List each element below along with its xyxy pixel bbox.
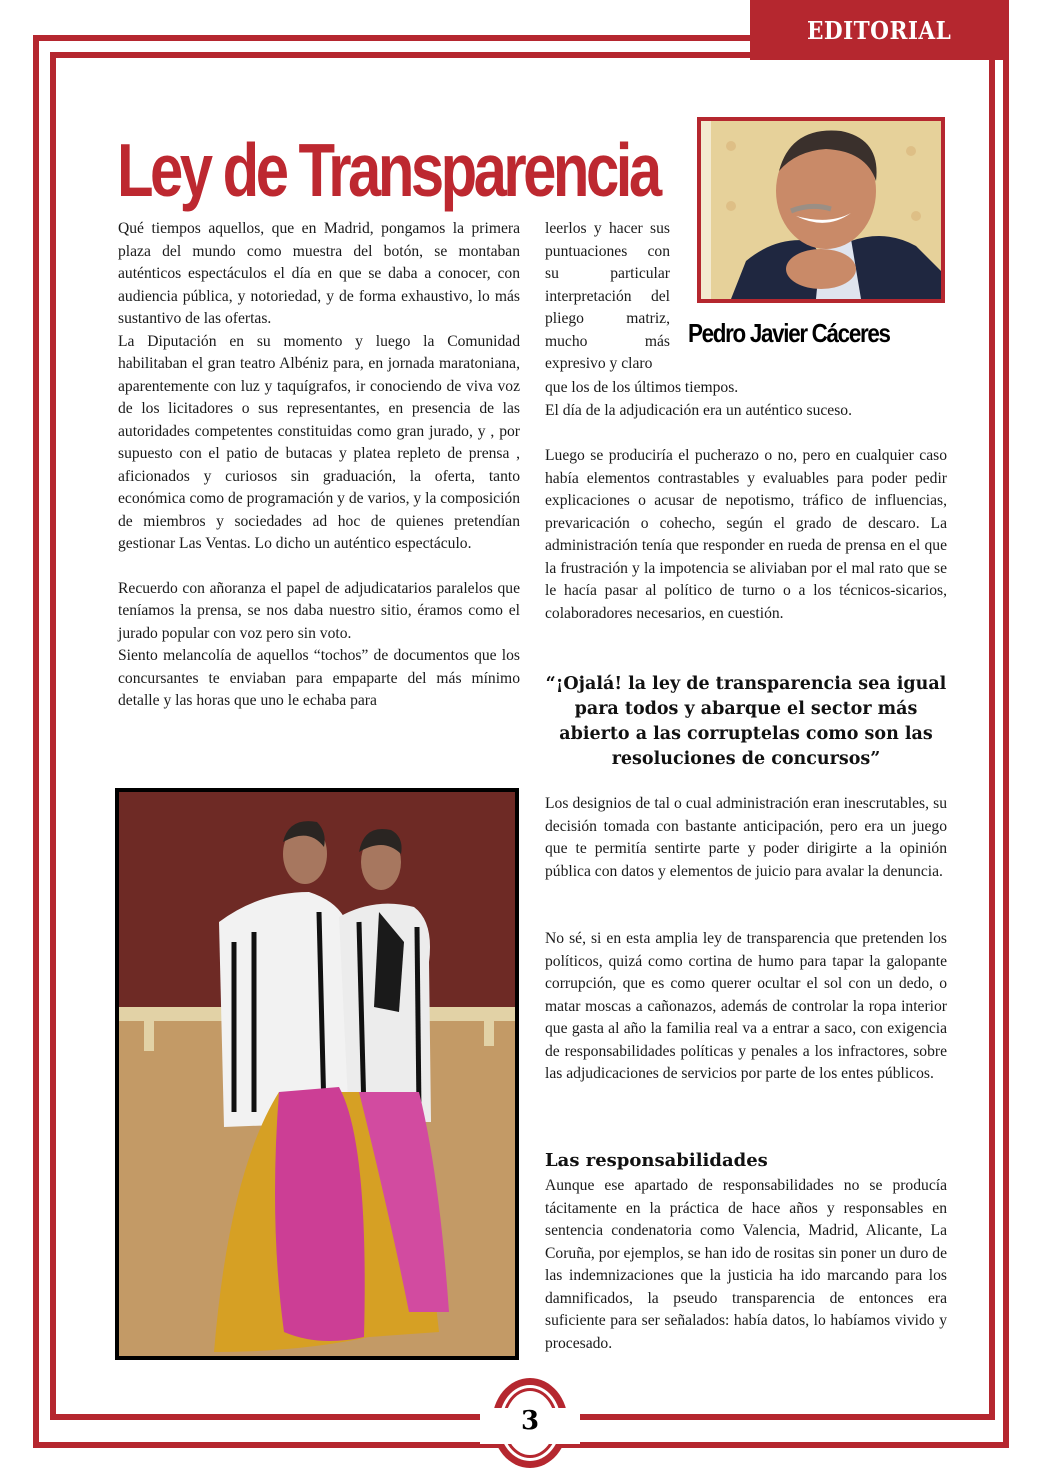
- paragraph: Siento melancolía de aquellos “tochos” de documentos que los concursantes te enviaban para empaparte del más mínimo detalle y las horas que uno le echaba para: [118, 647, 520, 709]
- paragraph: No sé, si en esta amplia ley de transparencia que pretenden los políticos, quizá como cortina de humo para tapar la galopante corrupción, que es como querer ocultar el sol con un dedo, o matar moscas a cañonazos, además de controlar la ropa interior que gasta al año la familia real va a entrar a saco, con exigencia de responsabilidades políticas y penales a los infractores, sobre las adjudicaciones de servicios por parte de los entes públicos.: [545, 930, 947, 1082]
- bullfighters-photo: [115, 788, 519, 1360]
- paragraph-continuation: leerlos y hacer sus puntuaciones con su particular interpretación del pliego matriz, mucho más expresivo y claro: [545, 220, 670, 372]
- author-photo: [697, 117, 945, 303]
- article-column-right-narrow: [545, 218, 670, 376]
- paragraph: La Diputación en su momento y luego la Comunidad habilitaban el gran teatro Albéniz para, en jornada maratoniana, aparentemente con luz y taquígrafos, ir conociendo de viva voz de los licitadores o sus representantes, en presencia de las autoridades competentes constituidas como gran jurado, y , por supuesto con el patio de butacas y platea repleto de prensa , aficionados y curiosos sin graduación, la oferta, tanto económica como de programación y de varios, y la composición de miembros y sociedades ad hoc de quienes pretendían gestionar Las Ventas. Lo dicho un auténtico espectáculo.: [118, 332, 520, 552]
- paragraph: Qué tiempos aquellos, que en Madrid, pongamos la primera plaza del mundo como muestra del botón, se montaban auténticos espectáculos el día en que se daba a conocer, con audiencia pública, y notoriedad, y de forma exhaustivo, lo más sustantivo de las ofertas.: [118, 220, 520, 327]
- page-number: 3: [520, 1406, 540, 1436]
- subheading: Las responsabilidades: [545, 1150, 768, 1171]
- paragraph: El día de la adjudicación era un auténtico suceso.: [545, 401, 852, 419]
- section-tab-label: EDITORIAL: [807, 15, 952, 45]
- article-column-right-bottom: [545, 1175, 947, 1355]
- author-photo-illustration: [701, 121, 941, 299]
- article-column-right-lower: [545, 928, 947, 1086]
- section-tab: [750, 0, 1009, 60]
- paragraph-continuation-end: que los de los últimos tiempos.: [545, 379, 739, 396]
- paragraph: Aunque ese apartado de responsabilidades no se producía tácitamente en la práctica de hace años y responsables en sentencia condenatoria como Valencia, Madrid, Alicante, La Coruña, por ejemplos, se han ido de rositas sin poner un duro de las indemnizaciones que la justicia ha ido marcando para los damnificados, la pseudo transparencia de entonces era suficiente para ser señalados: había datos, lo habíamos vivido y procesado.: [545, 1177, 947, 1352]
- article-column-right-top: [545, 377, 947, 422]
- article-column-left: [118, 218, 520, 713]
- article-column-right: [545, 445, 947, 625]
- author-name: Pedro Javier Cáceres: [688, 318, 890, 348]
- paragraph: Los designios de tal o cual administración eran inescrutables, su decisión tomada con bastante anticipación, pero era un juego que te permitía sentirte parte y poder dirigirte a la opinión pública con datos y elementos de juicio para avalar la denuncia.: [545, 795, 947, 880]
- paragraph: Recuerdo con añoranza el papel de adjudicatarios paralelos que teníamos la prensa, se nos daba nuestro sitio, éramos como el jurado popular con voz pero sin voto.: [118, 579, 520, 642]
- bullfighters-photo-illustration: [119, 792, 515, 1356]
- pull-quote: “¡Ojalá! la ley de transparencia sea igual para todos y abarque el sector más abierto a las corruptelas como son las resoluciones de concursos”: [545, 674, 947, 769]
- article-column-right-mid: [545, 793, 947, 883]
- paragraph: Luego se produciría el pucherazo o no, pero en cualquier caso había elementos contrastables y evaluables para poder pedir explicaciones o acusar de nepotismo, tráfico de influencias, prevaricación o cohecho, según el grado de descaro. La administración tenía que responder en rueda de prensa en el que la frustración y la impotencia se aliviaban por el mal rato que se le hacía pasar al político de turno o a los técnicos-sicarios, colaboradores necesarios, en cuestión.: [545, 447, 947, 622]
- article-title: Ley de Transparencia: [117, 128, 659, 213]
